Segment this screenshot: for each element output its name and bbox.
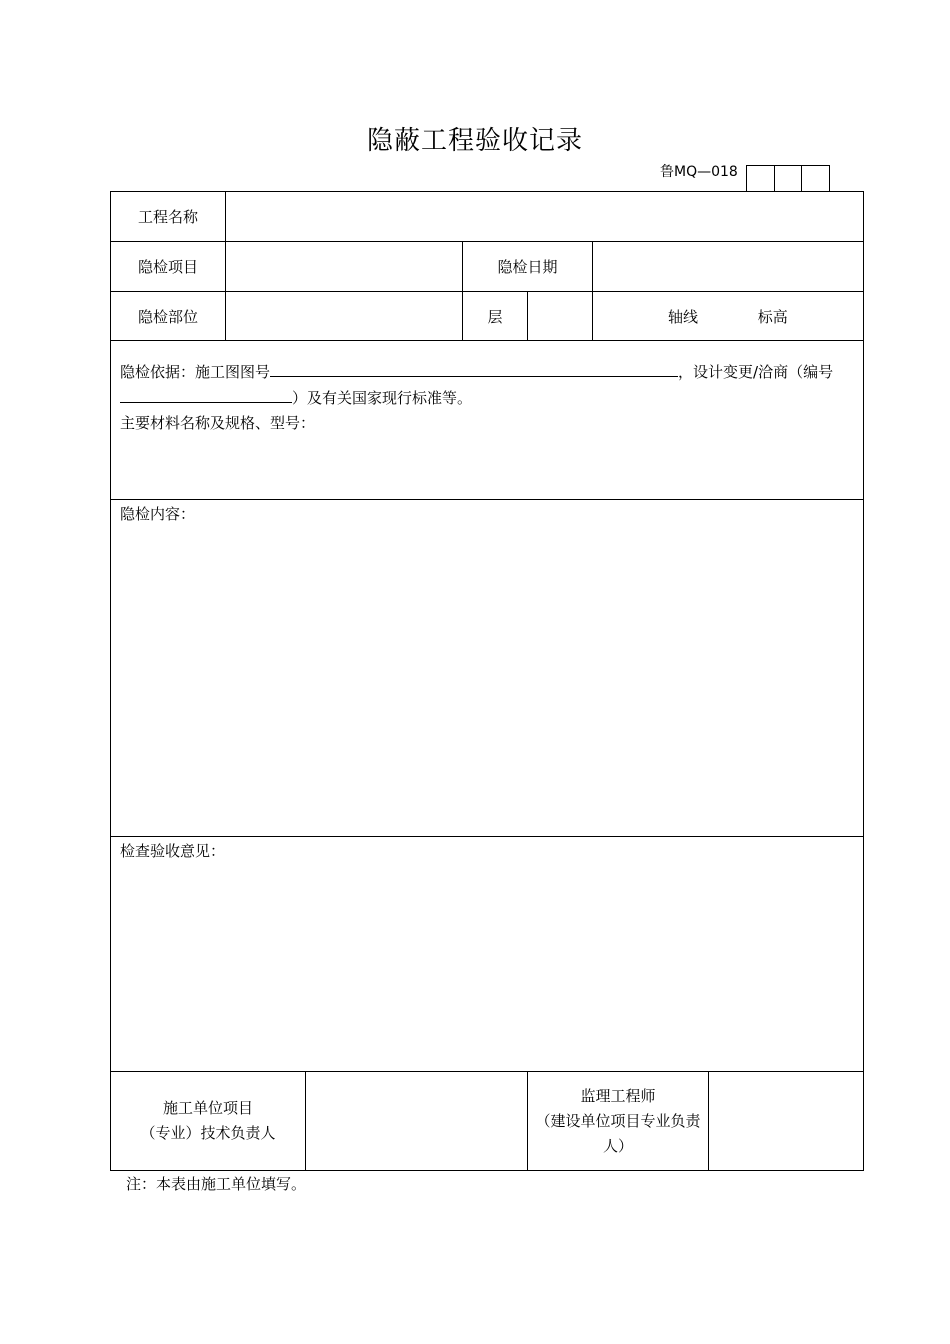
- form-code-boxes: [746, 165, 830, 191]
- inspection-location-label: 隐检部位: [111, 292, 226, 341]
- opinion-cell[interactable]: [111, 837, 864, 1072]
- inspection-date-field[interactable]: [593, 242, 864, 292]
- content-row: [111, 500, 864, 837]
- inspection-item-field[interactable]: [226, 242, 463, 292]
- basis-mid: ，设计变更/洽商（编号: [678, 363, 834, 381]
- code-box[interactable]: [801, 165, 830, 191]
- inspection-item-label: 隐检项目: [111, 242, 226, 292]
- supervisor-signature-field[interactable]: [709, 1072, 864, 1171]
- inspection-item-row: [111, 242, 864, 292]
- elevation-label: 标高: [757, 307, 788, 326]
- change-number-blank[interactable]: [120, 385, 292, 403]
- basis-suffix: ）及有关国家现行标准等。: [292, 389, 473, 407]
- contractor-line-1: 施工单位项目: [162, 1099, 253, 1117]
- inspection-date-label: 隐检日期: [463, 242, 593, 292]
- drawing-number-blank[interactable]: [270, 359, 678, 377]
- project-name-row: [111, 192, 864, 242]
- supervisor-line-2: （建设单位项目专业负责人）: [535, 1111, 701, 1155]
- supervisor-signature-label: [528, 1072, 709, 1171]
- form-code: 鲁MQ—018: [660, 164, 738, 180]
- contractor-signature-field[interactable]: [306, 1072, 528, 1171]
- basis-prefix: 隐检依据：施工图图号: [120, 363, 271, 381]
- content-cell[interactable]: [111, 500, 864, 837]
- contractor-signature-label: [111, 1072, 306, 1171]
- project-name-label: 工程名称: [111, 192, 226, 242]
- signature-row: [111, 1072, 864, 1171]
- footnote: 注：本表由施工单位填写。: [126, 1175, 307, 1193]
- inspection-location-field[interactable]: [226, 292, 463, 341]
- axis-label: 轴线: [668, 307, 699, 326]
- code-box[interactable]: [746, 165, 775, 191]
- materials-label: 主要材料名称及规格、型号：: [120, 414, 316, 432]
- floor-label: 层: [463, 292, 528, 341]
- supervisor-line-1: 监理工程师: [580, 1086, 656, 1105]
- contractor-line-2: （专业）技术负责人: [140, 1124, 276, 1142]
- inspection-location-row: [111, 292, 864, 341]
- opinion-row: [111, 837, 864, 1072]
- page-title: 隐蔽工程验收记录: [366, 126, 583, 156]
- basis-row: [111, 341, 864, 500]
- opinion-label: 检查验收意见：: [120, 842, 226, 860]
- content-label: 隐检内容：: [120, 505, 196, 523]
- axis-elevation-cell[interactable]: [593, 292, 864, 341]
- floor-field[interactable]: [528, 292, 593, 341]
- basis-line-2: [120, 385, 854, 411]
- basis-cell[interactable]: [111, 341, 864, 500]
- inspection-form: [110, 191, 864, 1171]
- basis-line-1: [120, 359, 854, 385]
- project-name-field[interactable]: [226, 192, 864, 242]
- code-box[interactable]: [774, 165, 803, 191]
